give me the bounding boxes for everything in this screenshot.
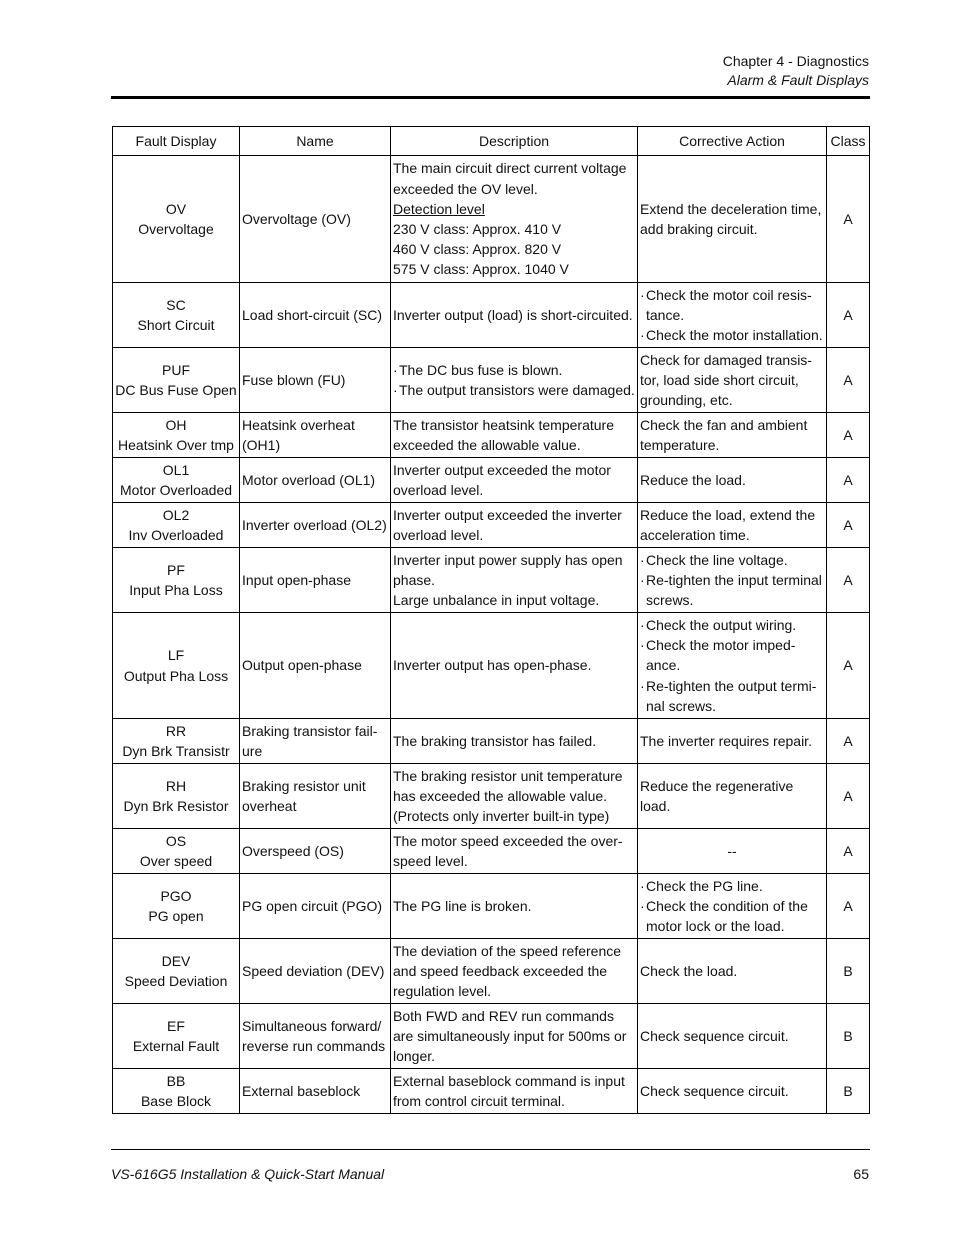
fault-name: Inverter overload (OL2) [242,516,387,533]
detection-level-label: Detection level [393,200,485,217]
fault-code: OV [165,200,187,217]
corrective-action-bullet: · Check the condition of the motor lock or the load. [640,896,824,936]
fault-name-cell [240,874,391,939]
fault-display-text: Base Block [140,1093,212,1109]
class-cell [827,348,870,413]
corrective-action-bullet: · Check the motor installation. [640,325,824,345]
class-cell [827,874,870,939]
corrective-action-text: Check sequence circuit. [640,1027,789,1044]
fault-name-cell [240,939,391,1004]
manual-title: VS-616G5 Installation & Quick-Start Manual [111,1166,385,1182]
fault-code: OS [165,832,187,849]
fault-name-cell [240,764,391,829]
corrective-action-bullet: · Check the motor imped-ance. [640,635,824,675]
fault-class: A [843,210,853,227]
corrective-action-cell [638,156,827,283]
description-bullet: · The DC bus fuse is blown. [393,360,635,380]
fault-name: Overspeed (OS) [242,842,344,859]
fault-display-cell [113,1004,240,1069]
detection-level-value: 460 V class: Approx. 820 V [393,241,562,258]
class-cell [827,613,870,719]
fault-code: BB [166,1072,186,1089]
description-bullet: · The output transistors were damaged. [393,380,635,400]
description-text: Inverter input power supply has open phase. [393,551,623,588]
corrective-action-bullet: · Check the output wiring. [640,615,824,635]
corrective-action-cell [638,829,827,874]
detection-level-value: 230 V class: Approx. 410 V [393,221,562,237]
corrective-action-cell [638,348,827,413]
fault-code: OL2 [162,506,190,523]
fault-name: Overvoltage (OV) [242,210,351,227]
fault-class: A [843,516,853,533]
table-row [113,458,870,503]
corrective-action-cell [638,1069,827,1114]
corrective-action-cell [638,503,827,548]
description-text: Inverter output exceeded the inverter overload level. [393,506,622,543]
fault-class: A [843,471,853,488]
table-row [113,874,870,939]
fault-name-cell [240,719,391,764]
description-cell [391,503,638,548]
fault-display-text: Inv Overloaded [128,527,224,543]
fault-display-text: Output Pha Loss [123,667,229,684]
fault-name: Fuse blown (FU) [242,371,346,388]
description-text: The motor speed exceeded the over-speed level. [393,832,623,869]
fault-class: B [843,962,853,979]
footer-rule [111,1149,870,1150]
table-row [113,829,870,874]
fault-display-cell [113,874,240,939]
corrective-action-cell [638,413,827,458]
fault-display-cell [113,764,240,829]
corrective-action-cell [638,283,827,348]
class-cell [827,413,870,458]
corrective-action-text: Check the fan and ambient temperature. [640,416,808,453]
fault-display-cell [113,939,240,1004]
description-cell [391,939,638,1004]
table-row [113,413,870,458]
description-cell [391,458,638,503]
corrective-action-cell [638,613,827,719]
fault-name: External baseblock [242,1082,361,1099]
table-row [113,283,870,348]
corrective-action-text: Extend the deceleration time, add braking circuit. [640,200,822,237]
fault-display-text: Input Pha Loss [129,582,223,598]
description-text: Large unbalance in input voltage. [393,592,600,609]
fault-name-cell [240,413,391,458]
corrective-action-text: Reduce the load, extend the acceleration time. [640,506,816,543]
table-row [113,348,870,413]
fault-display-cell [113,1069,240,1114]
fault-display-cell [113,829,240,874]
class-cell [827,1069,870,1114]
description-text: External baseblock command is input from control circuit terminal. [393,1072,625,1109]
fault-code: PF [167,561,185,578]
fault-name: Heatsink overheat (OH1) [242,416,355,453]
fault-display-text: External Fault [132,1038,220,1054]
fault-class: B [843,1082,853,1099]
corrective-action-cell [638,1004,827,1069]
table-row [113,939,870,1004]
description-text: Inverter output exceeded the motor overload level. [393,461,611,498]
table-row [113,548,870,613]
fault-code: PUF [162,361,190,378]
fault-code: RH [165,777,187,794]
fault-code: DEV [161,952,191,969]
corrective-action-bullet: · Check the PG line. [640,876,824,896]
fault-code: OH [165,416,187,433]
fault-display-text: PG open [148,908,204,924]
fault-display-text: Dyn Brk Transistr [122,743,230,759]
description-text: The transistor heatsink temperature exceeded the allowable value. [393,416,614,453]
description-cell [391,348,638,413]
class-cell [827,156,870,283]
fault-name: Speed deviation (DEV) [242,962,385,979]
detection-level-value: 575 V class: Approx. 1040 V [393,261,569,278]
fault-name: Braking resistor unit overheat [242,777,366,814]
fault-class: A [843,571,853,588]
description-cell [391,156,638,283]
fault-name: Load short-circuit (SC) [242,306,383,323]
corrective-action-cell [638,764,827,829]
class-cell [827,548,870,613]
header-rule [111,96,870,99]
fault-display-cell [113,413,240,458]
chapter-title: Chapter 4 - Diagnostics [722,53,869,69]
fault-display-text: Heatsink Over tmp [118,437,234,453]
description-cell [391,548,638,613]
fault-class: A [843,657,853,674]
fault-name-cell [240,1004,391,1069]
fault-name: Braking transistor fail-ure [242,722,378,759]
class-cell [827,1004,870,1069]
corrective-action-bullet: · Re-tighten the input terminal screws. [640,570,824,610]
corrective-action-text: -- [727,842,737,859]
fault-class: A [843,371,853,388]
table-row [113,719,870,764]
fault-name: Input open-phase [242,571,351,588]
class-cell [827,764,870,829]
table-row [113,156,870,283]
description-text: The main circuit direct current voltage exceeded the OV level. [393,160,627,197]
corrective-action-cell [638,939,827,1004]
fault-code: RR [165,722,187,739]
table-row [113,764,870,829]
corrective-action-text: Reduce the load. [640,471,746,488]
corrective-action-text: Check sequence circuit. [640,1082,789,1099]
fault-name-cell [240,829,391,874]
class-cell [827,458,870,503]
column-header: Fault Display [113,127,240,156]
fault-display-text: Over speed [139,853,213,869]
class-cell [827,829,870,874]
fault-class: A [843,732,853,749]
fault-class: A [843,897,853,914]
fault-class: A [843,426,853,443]
fault-display-cell [113,458,240,503]
table-row [113,1069,870,1114]
fault-code: SC [166,296,186,313]
fault-name-cell [240,348,391,413]
fault-class: A [843,842,853,859]
class-cell [827,939,870,1004]
fault-display-text: Overvoltage [138,221,214,237]
fault-code: LF [167,647,185,664]
corrective-action-cell [638,548,827,613]
fault-table [112,126,870,1114]
fault-display-cell [113,156,240,283]
corrective-action-text: The inverter requires repair. [640,732,812,749]
fault-name-cell [240,156,391,283]
table-row [113,613,870,719]
corrective-action-text: Check for damaged transis-tor, load side short circuit, grounding, etc. [640,351,812,409]
fault-display-text: Motor Overloaded [119,482,233,498]
fault-name: Output open-phase [242,657,362,674]
column-header: Description [391,127,638,156]
fault-name: Simultaneous forward/ reverse run commands [242,1017,386,1054]
fault-name-cell [240,503,391,548]
fault-name-cell [240,283,391,348]
description-text: Inverter output has open-phase. [393,657,592,674]
fault-display-cell [113,548,240,613]
fault-code: PGO [160,887,192,904]
corrective-action-cell [638,874,827,939]
class-cell [827,283,870,348]
fault-display-cell [113,283,240,348]
fault-display-cell [113,348,240,413]
description-cell [391,719,638,764]
corrective-action-bullet: · Re-tighten the output termi-nal screws. [640,676,824,716]
corrective-action-bullet: · Check the line voltage. [640,550,824,570]
fault-display-text: DC Bus Fuse Open [115,382,237,398]
fault-class: B [843,1027,853,1044]
table-header-row [113,127,870,156]
fault-display-cell [113,613,240,719]
fault-display-cell [113,503,240,548]
table-row [113,1004,870,1069]
column-header: Corrective Action [638,127,827,156]
description-text: Inverter output (load) is short-circuited. [393,306,633,323]
fault-name-cell [240,613,391,719]
description-cell [391,829,638,874]
description-text: The braking resistor unit temperature has exceeded the allowable value. (Protects only inverter built-in type) [393,767,623,825]
fault-class: A [843,306,853,323]
fault-display-text: Short Circuit [137,317,215,333]
description-text: The braking transistor has failed. [393,732,597,749]
description-cell [391,1004,638,1069]
description-cell [391,1069,638,1114]
fault-display-cell [113,719,240,764]
description-cell [391,283,638,348]
description-cell [391,413,638,458]
fault-name: Motor overload (OL1) [242,471,376,488]
fault-class: A [843,787,853,804]
fault-code: OL1 [162,461,190,478]
description-text: The deviation of the speed reference and speed feedback exceeded the regulation level. [393,942,622,1000]
fault-name-cell [240,1069,391,1114]
fault-name-cell [240,458,391,503]
page-header [723,52,869,90]
corrective-action-text: Check the load. [640,962,738,979]
fault-code: EF [167,1017,185,1034]
section-title: Alarm & Fault Displays [727,72,869,88]
column-header: Name [240,127,391,156]
corrective-action-cell [638,458,827,503]
class-cell [827,503,870,548]
description-text: The PG line is broken. [393,897,532,914]
fault-display-text: Speed Deviation [124,973,228,989]
description-text: Both FWD and REV run commands are simultaneously input for 500ms or longer. [393,1007,627,1065]
fault-display-text: Dyn Brk Resistor [123,798,229,814]
corrective-action-bullet: · Check the motor coil resis-tance. [640,285,824,325]
table-row [113,503,870,548]
column-header: Class [827,127,870,156]
description-cell [391,613,638,719]
fault-name-cell [240,548,391,613]
fault-name: PG open circuit (PGO) [242,897,383,914]
corrective-action-text: Reduce the regenerative load. [640,777,794,814]
page-number: 65 [853,1166,869,1182]
corrective-action-cell [638,719,827,764]
description-cell [391,874,638,939]
description-cell [391,764,638,829]
class-cell [827,719,870,764]
